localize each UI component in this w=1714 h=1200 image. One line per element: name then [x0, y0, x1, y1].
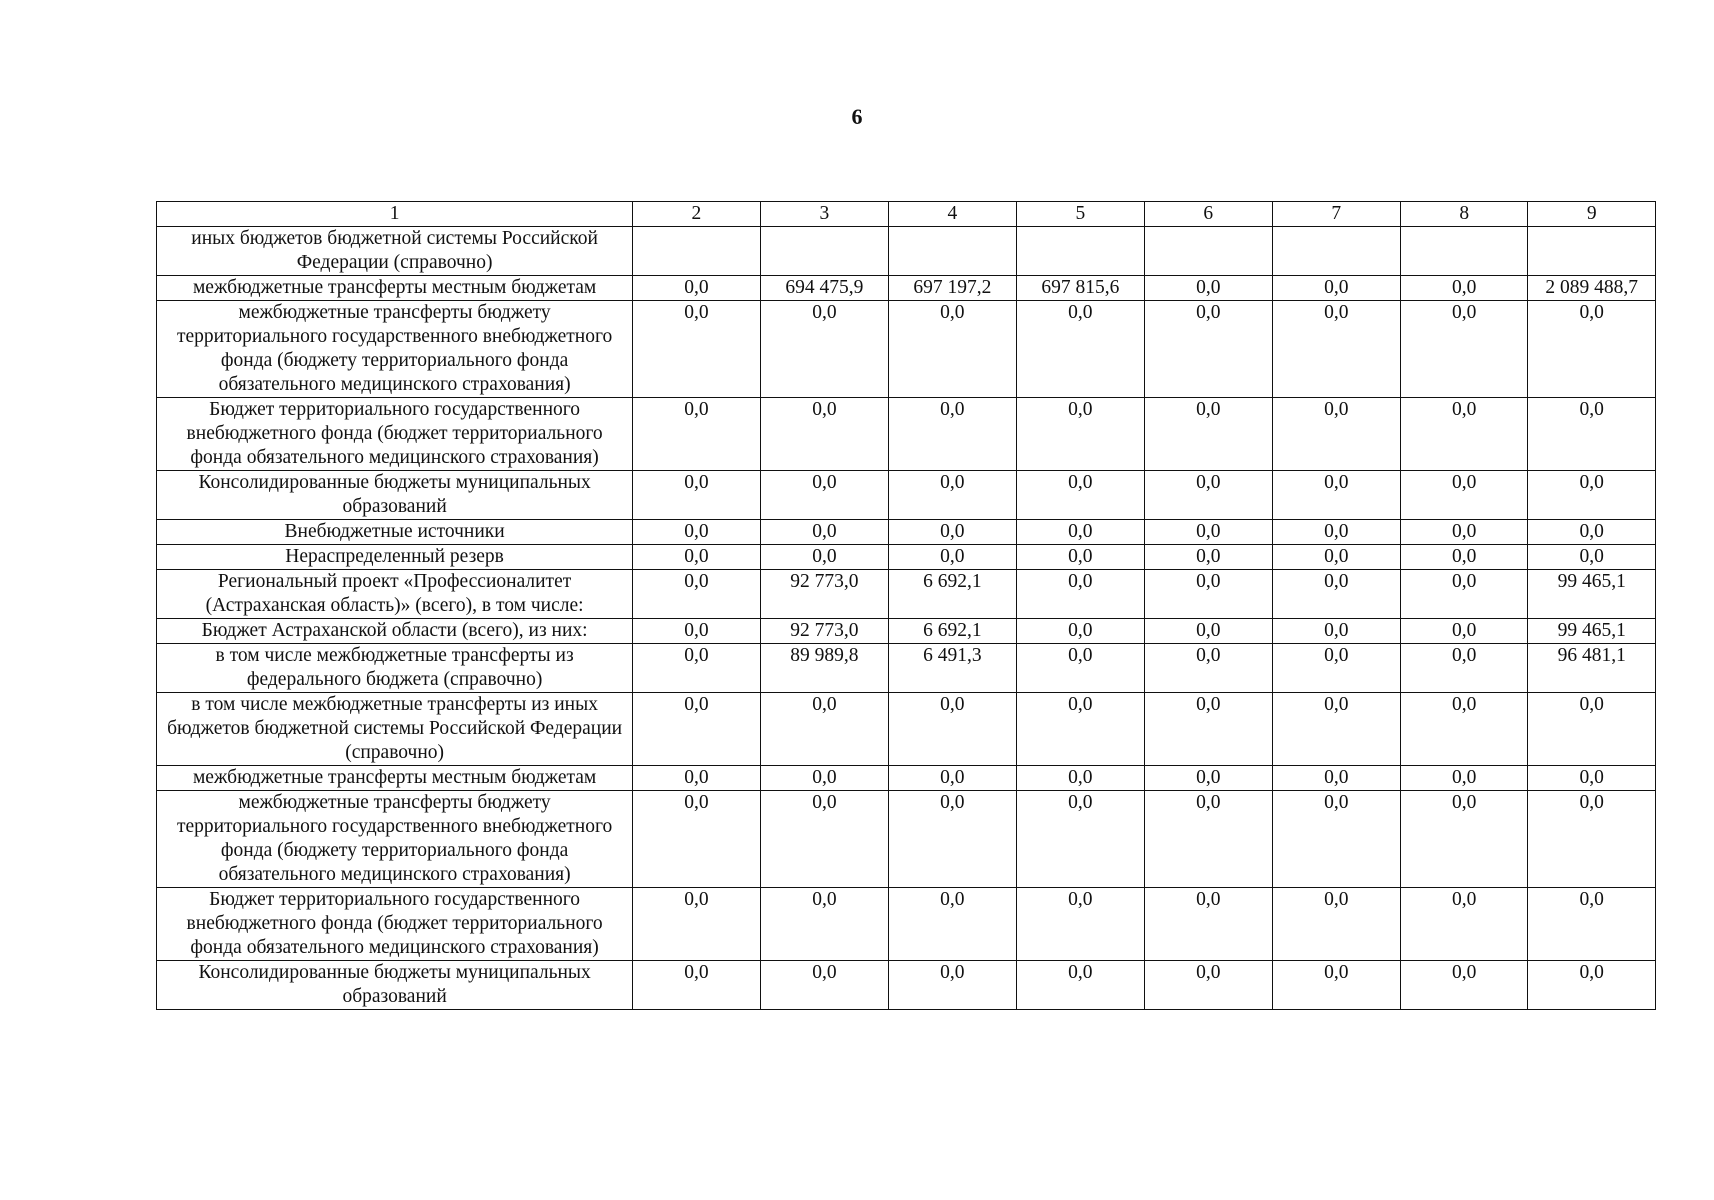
- column-header: 3: [760, 202, 888, 227]
- value-cell: 99 465,1: [1528, 570, 1656, 619]
- value-cell: 0,0: [1272, 276, 1400, 301]
- value-cell: 0,0: [633, 471, 760, 520]
- value-cell: 0,0: [889, 693, 1016, 766]
- value-cell: 0,0: [1016, 471, 1144, 520]
- table-row: [157, 471, 1656, 520]
- value-cell: 0,0: [1528, 471, 1656, 520]
- row-label: в том числе межбюджетные трансферты из федерального бюджета (справочно): [157, 644, 633, 693]
- page-number: 6: [851, 104, 863, 129]
- value-cell: 0,0: [760, 520, 888, 545]
- value-cell: 6 692,1: [889, 619, 1016, 644]
- value-cell: 0,0: [633, 766, 760, 791]
- value-cell: 2 089 488,7: [1528, 276, 1656, 301]
- row-label: Внебюджетные источники: [157, 520, 633, 545]
- value-cell: [889, 227, 1016, 276]
- table-row: [157, 888, 1656, 961]
- value-cell: 0,0: [1401, 961, 1528, 1010]
- value-cell: 0,0: [633, 619, 760, 644]
- row-label: в том числе межбюджетные трансферты из иных бюджетов бюджетной системы Российской Федерации (справочно): [157, 693, 633, 766]
- value-cell: 0,0: [633, 570, 760, 619]
- row-label: Региональный проект «Профессионалитет (Астраханская область)» (всего), в том числе:: [157, 570, 633, 619]
- row-label: Бюджет территориального государственного внебюджетного фонда (бюджет территориального фонда обязательного медицинского страхования): [157, 888, 633, 961]
- value-cell: 0,0: [1272, 545, 1400, 570]
- column-header: 6: [1145, 202, 1272, 227]
- value-cell: 0,0: [1528, 961, 1656, 1010]
- row-label: межбюджетные трансферты местным бюджетам: [157, 766, 633, 791]
- value-cell: 0,0: [1528, 398, 1656, 471]
- value-cell: 0,0: [889, 888, 1016, 961]
- value-cell: 6 491,3: [889, 644, 1016, 693]
- value-cell: 0,0: [1401, 644, 1528, 693]
- value-cell: 0,0: [1016, 693, 1144, 766]
- value-cell: 0,0: [1145, 570, 1272, 619]
- value-cell: 0,0: [1016, 644, 1144, 693]
- row-label: иных бюджетов бюджетной системы Российской Федерации (справочно): [157, 227, 633, 276]
- value-cell: 0,0: [1401, 301, 1528, 398]
- value-cell: 0,0: [1272, 766, 1400, 791]
- value-cell: 0,0: [1401, 570, 1528, 619]
- row-label: Консолидированные бюджеты муниципальных образований: [157, 961, 633, 1010]
- value-cell: 0,0: [1401, 791, 1528, 888]
- value-cell: 0,0: [760, 471, 888, 520]
- column-header: 8: [1401, 202, 1528, 227]
- value-cell: 0,0: [633, 301, 760, 398]
- value-cell: 0,0: [1528, 545, 1656, 570]
- row-label: Бюджет Астраханской области (всего), из них:: [157, 619, 633, 644]
- value-cell: 0,0: [1016, 301, 1144, 398]
- value-cell: [1401, 227, 1528, 276]
- value-cell: 0,0: [1401, 520, 1528, 545]
- value-cell: 0,0: [1272, 693, 1400, 766]
- column-header: 9: [1528, 202, 1656, 227]
- value-cell: 0,0: [1145, 693, 1272, 766]
- value-cell: 0,0: [1145, 961, 1272, 1010]
- value-cell: 0,0: [1145, 619, 1272, 644]
- value-cell: [633, 227, 760, 276]
- value-cell: 0,0: [1401, 398, 1528, 471]
- table-row: [157, 791, 1656, 888]
- column-number-row: [157, 202, 1656, 227]
- table-row: [157, 301, 1656, 398]
- column-header: 2: [633, 202, 760, 227]
- value-cell: 0,0: [1016, 520, 1144, 545]
- column-header: 1: [157, 202, 633, 227]
- value-cell: 0,0: [889, 301, 1016, 398]
- row-label: межбюджетные трансферты бюджету территориального государственного внебюджетного фонда (бюджету территориального фонда обязательного медицинского страхования): [157, 301, 633, 398]
- value-cell: 0,0: [1528, 791, 1656, 888]
- value-cell: 0,0: [1401, 693, 1528, 766]
- value-cell: 0,0: [1401, 766, 1528, 791]
- value-cell: 0,0: [1145, 301, 1272, 398]
- table-row: [157, 644, 1656, 693]
- value-cell: 0,0: [633, 398, 760, 471]
- value-cell: 0,0: [889, 520, 1016, 545]
- row-label: Бюджет территориального государственного внебюджетного фонда (бюджет территориального фонда обязательного медицинского страхования): [157, 398, 633, 471]
- value-cell: 0,0: [1272, 520, 1400, 545]
- value-cell: 0,0: [633, 276, 760, 301]
- value-cell: 0,0: [1145, 888, 1272, 961]
- value-cell: 89 989,8: [760, 644, 888, 693]
- value-cell: 0,0: [633, 520, 760, 545]
- table-row: [157, 693, 1656, 766]
- column-header: 7: [1272, 202, 1400, 227]
- value-cell: 0,0: [1401, 888, 1528, 961]
- value-cell: 0,0: [633, 693, 760, 766]
- row-label: межбюджетные трансферты бюджету территориального государственного внебюджетного фонда (бюджету территориального фонда обязательного медицинского страхования): [157, 791, 633, 888]
- value-cell: 0,0: [633, 961, 760, 1010]
- value-cell: 0,0: [1528, 301, 1656, 398]
- value-cell: 6 692,1: [889, 570, 1016, 619]
- value-cell: 92 773,0: [760, 570, 888, 619]
- value-cell: 0,0: [1016, 545, 1144, 570]
- value-cell: 0,0: [633, 791, 760, 888]
- value-cell: 0,0: [1401, 619, 1528, 644]
- value-cell: 0,0: [1272, 888, 1400, 961]
- table-row: [157, 961, 1656, 1010]
- value-cell: [760, 227, 888, 276]
- table-body: [157, 227, 1656, 1010]
- value-cell: 0,0: [1145, 520, 1272, 545]
- value-cell: 0,0: [1401, 545, 1528, 570]
- value-cell: [1528, 227, 1656, 276]
- value-cell: 0,0: [889, 791, 1016, 888]
- value-cell: 0,0: [1145, 644, 1272, 693]
- table-row: [157, 276, 1656, 301]
- value-cell: 0,0: [633, 644, 760, 693]
- value-cell: 0,0: [760, 301, 888, 398]
- column-header: 4: [889, 202, 1016, 227]
- value-cell: 0,0: [1145, 471, 1272, 520]
- value-cell: [1272, 227, 1400, 276]
- value-cell: 697 197,2: [889, 276, 1016, 301]
- value-cell: 92 773,0: [760, 619, 888, 644]
- value-cell: 0,0: [1272, 398, 1400, 471]
- value-cell: 0,0: [1528, 520, 1656, 545]
- value-cell: 0,0: [1145, 398, 1272, 471]
- value-cell: 0,0: [1272, 791, 1400, 888]
- table-row: [157, 398, 1656, 471]
- value-cell: 0,0: [1145, 766, 1272, 791]
- value-cell: 0,0: [1016, 398, 1144, 471]
- value-cell: 697 815,6: [1016, 276, 1144, 301]
- value-cell: 0,0: [1145, 545, 1272, 570]
- value-cell: 96 481,1: [1528, 644, 1656, 693]
- value-cell: 0,0: [1016, 888, 1144, 961]
- value-cell: 0,0: [1528, 693, 1656, 766]
- value-cell: [1145, 227, 1272, 276]
- value-cell: 99 465,1: [1528, 619, 1656, 644]
- value-cell: 0,0: [1016, 766, 1144, 791]
- value-cell: 0,0: [1145, 276, 1272, 301]
- value-cell: 0,0: [1272, 471, 1400, 520]
- value-cell: 0,0: [1272, 570, 1400, 619]
- value-cell: 0,0: [1145, 791, 1272, 888]
- value-cell: 0,0: [1272, 961, 1400, 1010]
- value-cell: 0,0: [760, 791, 888, 888]
- row-label: Нераспределенный резерв: [157, 545, 633, 570]
- value-cell: 0,0: [760, 888, 888, 961]
- value-cell: 0,0: [889, 398, 1016, 471]
- value-cell: 0,0: [760, 766, 888, 791]
- value-cell: 0,0: [1528, 888, 1656, 961]
- value-cell: 0,0: [760, 693, 888, 766]
- value-cell: 0,0: [760, 545, 888, 570]
- column-header: 5: [1016, 202, 1144, 227]
- value-cell: 0,0: [1016, 570, 1144, 619]
- value-cell: 0,0: [1401, 471, 1528, 520]
- value-cell: 0,0: [1272, 619, 1400, 644]
- value-cell: 0,0: [1016, 791, 1144, 888]
- table-row: [157, 766, 1656, 791]
- value-cell: 0,0: [1401, 276, 1528, 301]
- table-row: [157, 520, 1656, 545]
- row-label: Консолидированные бюджеты муниципальных образований: [157, 471, 633, 520]
- table-row: [157, 570, 1656, 619]
- value-cell: 0,0: [889, 545, 1016, 570]
- value-cell: 0,0: [633, 888, 760, 961]
- table-row: [157, 227, 1656, 276]
- row-label: межбюджетные трансферты местным бюджетам: [157, 276, 633, 301]
- table-row: [157, 545, 1656, 570]
- value-cell: 694 475,9: [760, 276, 888, 301]
- value-cell: 0,0: [889, 471, 1016, 520]
- value-cell: 0,0: [1016, 961, 1144, 1010]
- value-cell: 0,0: [1272, 644, 1400, 693]
- value-cell: 0,0: [1272, 301, 1400, 398]
- value-cell: 0,0: [760, 961, 888, 1010]
- value-cell: 0,0: [760, 398, 888, 471]
- value-cell: 0,0: [889, 766, 1016, 791]
- value-cell: [1016, 227, 1144, 276]
- value-cell: 0,0: [889, 961, 1016, 1010]
- budget-table: [156, 201, 1656, 1010]
- value-cell: 0,0: [1528, 766, 1656, 791]
- value-cell: 0,0: [1016, 619, 1144, 644]
- table-row: [157, 619, 1656, 644]
- value-cell: 0,0: [633, 545, 760, 570]
